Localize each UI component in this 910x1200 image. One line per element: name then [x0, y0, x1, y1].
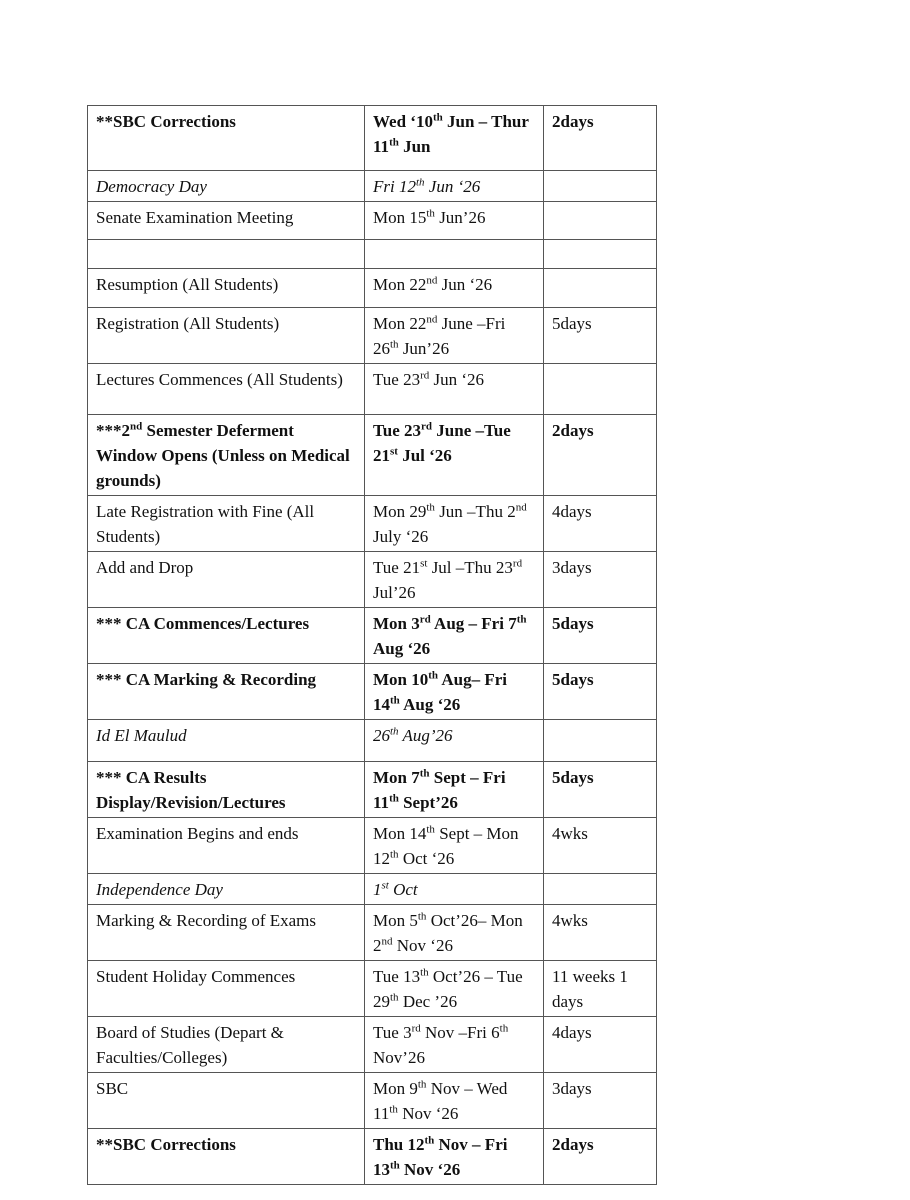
calendar-row: [88, 106, 657, 171]
event-cell: Add and Drop: [88, 552, 365, 608]
date-cell: Mon 3rd Aug – Fri 7th Aug ‘26: [365, 608, 544, 664]
duration-cell: [544, 171, 657, 202]
calendar-row: [88, 202, 657, 240]
calendar-row: [88, 171, 657, 202]
academic-calendar-table: [87, 105, 657, 1185]
date-cell: Mon 29th Jun –Thu 2nd July ‘26: [365, 496, 544, 552]
duration-cell: [544, 364, 657, 415]
calendar-row: [88, 762, 657, 818]
duration-cell: 11 weeks 1 days: [544, 961, 657, 1017]
event-cell: Independence Day: [88, 874, 365, 905]
event-cell: ***2nd Semester Deferment Window Opens (Unless on Medical grounds): [88, 415, 365, 496]
duration-cell: 5days: [544, 762, 657, 818]
duration-cell: 4days: [544, 496, 657, 552]
calendar-row: [88, 415, 657, 496]
calendar-row: [88, 874, 657, 905]
date-cell: Mon 7th Sept – Fri 11th Sept’26: [365, 762, 544, 818]
date-cell: Mon 22nd June –Fri 26th Jun’26: [365, 308, 544, 364]
calendar-row: [88, 1073, 657, 1129]
duration-cell: 4wks: [544, 818, 657, 874]
calendar-row: [88, 818, 657, 874]
event-cell: [88, 240, 365, 269]
date-cell: Tue 3rd Nov –Fri 6th Nov’26: [365, 1017, 544, 1073]
date-cell: 26th Aug’26: [365, 720, 544, 762]
calendar-row: [88, 240, 657, 269]
duration-cell: 5days: [544, 608, 657, 664]
date-cell: 1st Oct: [365, 874, 544, 905]
date-cell: Wed ‘10th Jun – Thur 11th Jun: [365, 106, 544, 171]
event-cell: Examination Begins and ends: [88, 818, 365, 874]
event-cell: Id El Maulud: [88, 720, 365, 762]
event-cell: Senate Examination Meeting: [88, 202, 365, 240]
date-cell: [365, 240, 544, 269]
event-cell: Student Holiday Commences: [88, 961, 365, 1017]
calendar-row: [88, 552, 657, 608]
date-cell: Mon 9th Nov – Wed 11th Nov ‘26: [365, 1073, 544, 1129]
calendar-row: [88, 720, 657, 762]
event-cell: Democracy Day: [88, 171, 365, 202]
event-cell: Late Registration with Fine (All Students): [88, 496, 365, 552]
duration-cell: [544, 240, 657, 269]
date-cell: Mon 22nd Jun ‘26: [365, 269, 544, 308]
duration-cell: 4wks: [544, 905, 657, 961]
event-cell: **SBC Corrections: [88, 1129, 365, 1185]
date-cell: Mon 5th Oct’26– Mon 2nd Nov ‘26: [365, 905, 544, 961]
duration-cell: 2days: [544, 1129, 657, 1185]
calendar-row: [88, 1129, 657, 1185]
calendar-row: [88, 1017, 657, 1073]
calendar-row: [88, 905, 657, 961]
date-cell: Fri 12th Jun ‘26: [365, 171, 544, 202]
date-cell: Mon 14th Sept – Mon 12th Oct ‘26: [365, 818, 544, 874]
event-cell: Lectures Commences (All Students): [88, 364, 365, 415]
event-cell: **SBC Corrections: [88, 106, 365, 171]
date-cell: Mon 10th Aug– Fri 14th Aug ‘26: [365, 664, 544, 720]
duration-cell: [544, 202, 657, 240]
event-cell: Board of Studies (Depart & Faculties/Colleges): [88, 1017, 365, 1073]
duration-cell: 3days: [544, 1073, 657, 1129]
calendar-row: [88, 269, 657, 308]
event-cell: Marking & Recording of Exams: [88, 905, 365, 961]
date-cell: Tue 21st Jul –Thu 23rd Jul’26: [365, 552, 544, 608]
calendar-row: [88, 364, 657, 415]
calendar-row: [88, 496, 657, 552]
calendar-row: [88, 664, 657, 720]
event-cell: Registration (All Students): [88, 308, 365, 364]
event-cell: SBC: [88, 1073, 365, 1129]
duration-cell: 2days: [544, 415, 657, 496]
event-cell: *** CA Results Display/Revision/Lectures: [88, 762, 365, 818]
event-cell: *** CA Marking & Recording: [88, 664, 365, 720]
date-cell: Thu 12th Nov – Fri 13th Nov ‘26: [365, 1129, 544, 1185]
date-cell: Tue 23rd Jun ‘26: [365, 364, 544, 415]
duration-cell: 4days: [544, 1017, 657, 1073]
calendar-row: [88, 608, 657, 664]
duration-cell: 3days: [544, 552, 657, 608]
event-cell: *** CA Commences/Lectures: [88, 608, 365, 664]
duration-cell: [544, 720, 657, 762]
calendar-row: [88, 961, 657, 1017]
duration-cell: [544, 269, 657, 308]
calendar-body: [88, 106, 657, 1185]
duration-cell: [544, 874, 657, 905]
duration-cell: 2days: [544, 106, 657, 171]
event-cell: Resumption (All Students): [88, 269, 365, 308]
calendar-row: [88, 308, 657, 364]
date-cell: Tue 13th Oct’26 – Tue 29th Dec ’26: [365, 961, 544, 1017]
date-cell: Tue 23rd June –Tue 21st Jul ‘26: [365, 415, 544, 496]
date-cell: Mon 15th Jun’26: [365, 202, 544, 240]
duration-cell: 5days: [544, 664, 657, 720]
duration-cell: 5days: [544, 308, 657, 364]
